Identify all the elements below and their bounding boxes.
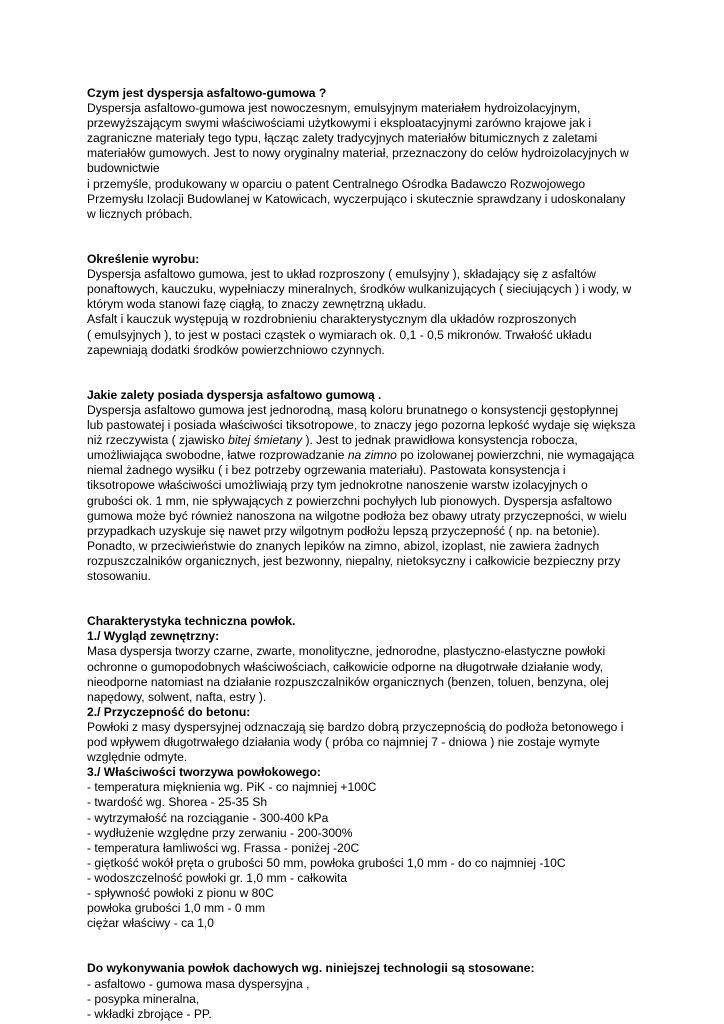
section-advantages [87, 388, 662, 584]
list-item: - wodoszczelność powłoki gr. 1,0 mm - całkowita [87, 870, 348, 885]
paragraph-line: którym woda stanowi fazę ciągłą, to znaczy zewnętrzną układu. [87, 297, 427, 312]
paragraph-line: zagraniczne materiały tego typu, łącząc zalety tradycyjnych materiałów bitumicznych z zaletami [87, 131, 598, 146]
list-item: ciężar właściwy - ca 1,0 [87, 916, 215, 931]
text-run: ). Jest to jednak prawidłowa konsystencja robocza, [302, 433, 578, 448]
section-heading: Czym jest dyspersja asfaltowo-gumowa ? [87, 86, 327, 100]
section-product-definition [87, 252, 662, 358]
section-heading: Charakterystyka techniczna powłok. [87, 614, 296, 629]
paragraph-line: materiałów gumowych. Jest to nowy oryginalny materiał, przeznaczony do celów hydroizolacyjnych w [87, 146, 629, 161]
paragraph-line: Dyspersja asfaltowo gumowa jest jednorodną, masą koloru brunatnego o konsystencji gęstopłynnej [87, 402, 619, 417]
list-item: - wydłużenie względne przy zerwaniu - 200-300% [87, 825, 353, 840]
paragraph-line: Dyspersja asfaltowo gumowa, jest to układ rozproszony ( emulsyjny ), składający się z asfaltów [87, 267, 596, 282]
paragraph-line: gumowa może być również nanoszona na wilgotne podłoża bez obawy utraty przyczepności, w wielu [87, 508, 627, 523]
paragraph-line: zapewniają dodatki środków powierzchniowo czynnych. [87, 342, 385, 357]
paragraph-line: Powłoki z masy dyspersyjnej odznaczają się bardzo dobrą przyczepnością do podłoża betonowego i [87, 719, 624, 734]
paragraph-line: niemal żadnego wysiłku ( i bez potrzeby ogrzewania materiału). Pastowata konsystencja i [87, 463, 566, 478]
paragraph-line: nieodporne natomiast na działanie rozpuszczalników organicznych (benzen, toluen, benzyna, olej [87, 674, 609, 689]
paragraph-line: w licznych próbach. [87, 206, 193, 221]
paragraph-line: przewyższającym swymi właściwościami użytkowymi i eksploatacyjnymi zarówno krajowe jak i [87, 116, 592, 131]
paragraph-line: Asfalt i kauczuk występują w rozdrobnieniu charakterystycznym dla układów rozproszonych [87, 312, 577, 327]
section-heading: Jakie zalety posiada dyspersja asfaltowo gumową . [87, 387, 382, 402]
section-heading: Określenie wyrobu: [87, 252, 200, 267]
list-item: - twardość wg. Shorea - 25-35 Sh [87, 795, 268, 810]
list-item: - wkładki zbrojące - PP. [87, 1006, 212, 1021]
paragraph-line: napędowy, solwent, nafta, estry ). [87, 689, 267, 704]
document-page [87, 86, 662, 1022]
text-run: po izolowanej powierzchni, nie wymagająca [396, 448, 635, 463]
paragraph-line: ochronne o gumopodobnych właściwościach, całkowicie odporne na długotrwałe działanie wody, [87, 659, 604, 674]
paragraph-line: grubości ok. 1 mm, nie spływających z powierzchni pochyłych lub pionowych. Dyspersja asfaltowo [87, 493, 612, 508]
paragraph-line [87, 433, 662, 448]
paragraph-line: ponaftowych, kauczuku, wypełniaczy mineralnych, środków wulkanizujących ( sieciujących ) i wody, w [87, 282, 632, 297]
section-roofing-materials [87, 961, 662, 1021]
paragraph-line: Masa dyspersja tworzy czarne, zwarte, monolityczne, jednorodne, plastyczno-elastyczne powłoki [87, 644, 606, 659]
list-item: powłoka grubości 1,0 mm - 0 mm [87, 901, 266, 916]
section-heading: Do wykonywania powłok dachowych wg. niniejszej technologii są stosowane: [87, 961, 535, 976]
list-item: - wytrzymałość na rozciąganie - 300-400 kPa [87, 810, 329, 825]
subsection-heading: 1./ Wygląd zewnętrzny: [87, 629, 220, 644]
paragraph-line: budownictwie [87, 161, 160, 176]
paragraph-line [87, 448, 662, 463]
italic-term: bitej śmietany [228, 433, 303, 448]
list-item: - asfaltowo - gumowa masa dyspersyjna , [87, 976, 310, 991]
list-item: - temperatura łamliwości wg. Frassa - poniżej -20C [87, 840, 360, 855]
paragraph-line: ( emulsyjnych ), to jest w postaci cząstek o wymiarach ok. 0,1 - 0,5 mikronów. Trwałość układu [87, 327, 592, 342]
paragraph-line: stosowaniu. [87, 569, 151, 583]
paragraph-line: względnie odmyte. [87, 750, 188, 765]
paragraph-line: lub pastowatej i posiada właściwości tiksotropowe, to znaczy jego pozorna lepkość wydaje się większa [87, 418, 636, 433]
list-item: - temperatura mięknienia wg. PiK - co najmniej +100C [87, 780, 377, 795]
paragraph-line: i przemyśle, produkowany w oparciu o patent Centralnego Ośrodka Badawczo Rozwojowego [87, 176, 586, 191]
subsection-heading: 3./ Właściwości tworzywa powłokowego: [87, 765, 321, 780]
section-technical-characteristics [87, 614, 662, 931]
paragraph-line: Przemysłu Izolacji Budowlanej w Katowicach, wyczerpująco i skutecznie sprawdzany i udoskonalany [87, 191, 626, 206]
paragraph-line: Dyspersja asfaltowo-gumowa jest nowoczesnym, emulsyjnym materiałem hydroizolacyjnym, [87, 101, 581, 116]
paragraph-line: rozpuszczalników organicznych, jest bezwonny, niepalny, nietoksyczny i całkowicie bezpieczny przy [87, 553, 621, 568]
paragraph-line: pod wpływem długotrwałego działania wody ( próba co najmniej 7 - dniowa ) nie zostaje wymyte [87, 735, 600, 750]
subsection-heading: 2./ Przyczepność do betonu: [87, 704, 251, 719]
italic-term: na zimno [347, 448, 397, 463]
paragraph-line: przypadkach uzyskuje się nawet przy wilgotnym podłożu lepszą przyczepność ( np. na betonie). [87, 523, 600, 538]
list-item: - posypka mineralna, [87, 991, 200, 1006]
paragraph-line: Ponadto, w przeciwieństwie do znanych lepików na zimno, abizol, izoplast, nie zawiera żadnych [87, 538, 600, 553]
section-what-is [87, 86, 662, 222]
paragraph-line: tiksotropowe właściwości umożliwiają przy tym jednokrotne nanoszenie warstw izolacyjnych o [87, 478, 588, 493]
text-run: niż rzeczywista ( zjawisko [87, 433, 229, 448]
list-item: - spływność powłoki z pionu w 80C [87, 885, 274, 900]
text-run: umożliwiająca swobodne, łatwe rozprowadzanie [87, 448, 348, 463]
list-item: - giętkość wokół pręta o grubości 50 mm, powłoka grubości 1,0 mm - do co najmniej -10C [87, 855, 566, 870]
